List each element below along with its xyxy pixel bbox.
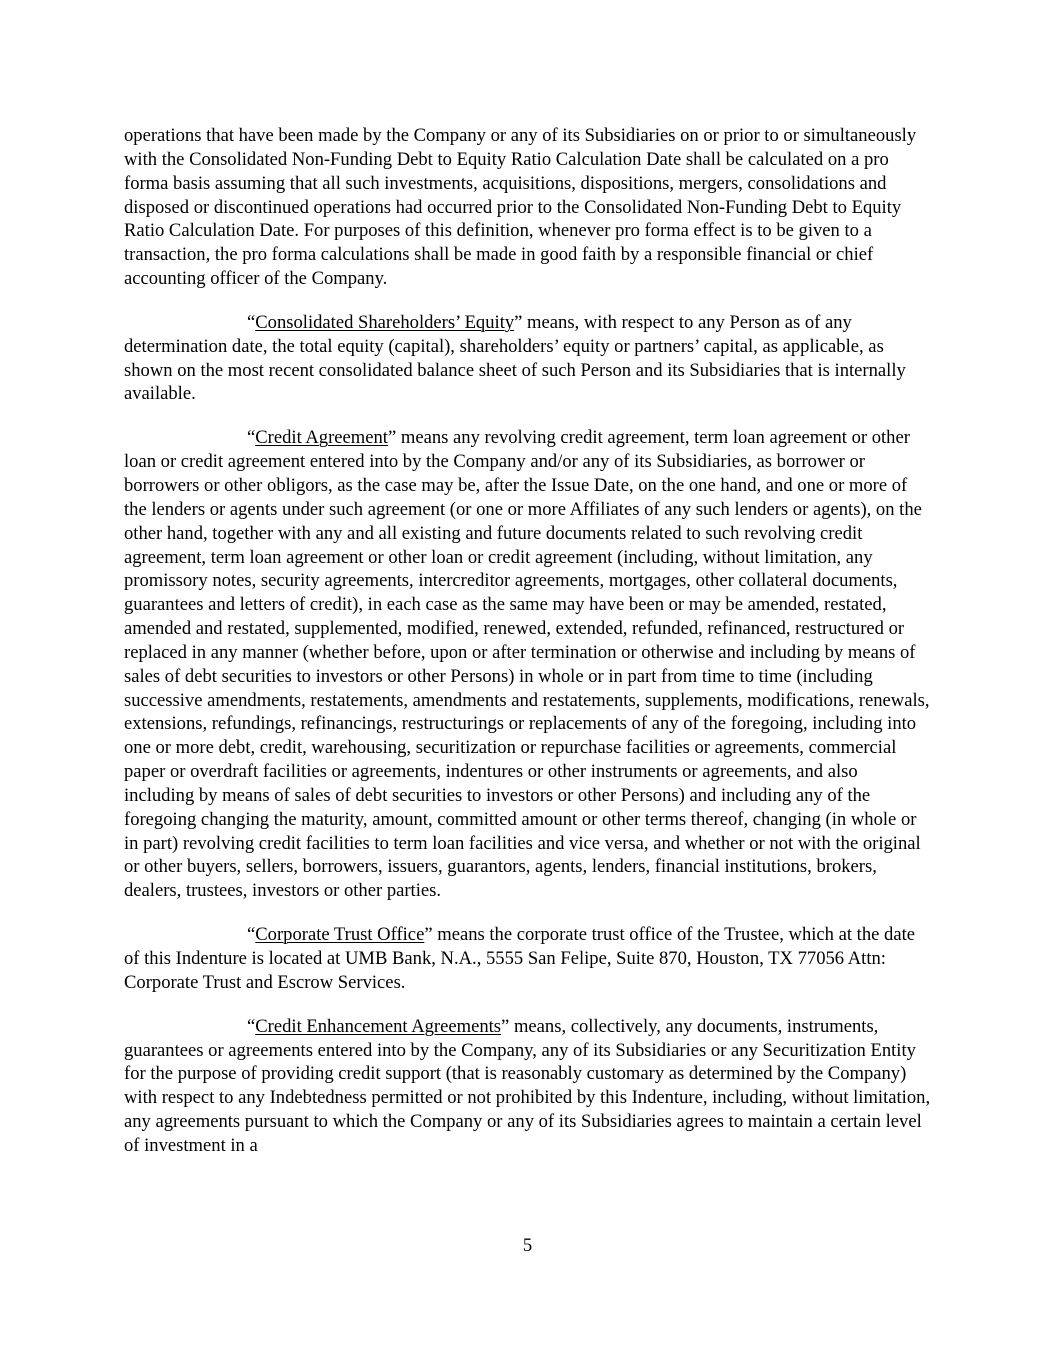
paragraph-text: operations that have been made by the Company or any of its Subsidiaries on or prior to or simultaneously with the Consolidated Non-Funding Debt to Equity Ratio Calculation Date shall be calculated on a pro forma basis assuming that all such investments, acquisitions, dispositions, mergers, consolidations and disposed or discontinued operations had occurred prior to the Consolidated Non-Funding Debt to Equity Ratio Calculation Date. For purposes of this definition, whenever pro forma effect is to be given to a transaction, the pro forma calculations shall be made in good faith by a responsible financial or chief accounting officer of the Company. [124, 125, 917, 290]
defined-term: Corporate Trust Office [255, 924, 425, 946]
definition-credit-enhancement-agreements [124, 1015, 932, 1158]
definition-consolidated-shareholders-equity [124, 311, 932, 406]
open-quote: “ [247, 427, 256, 449]
defined-term: Credit Agreement [255, 427, 388, 449]
page-number: 5 [522, 1235, 533, 1256]
definition-text: ” means any revolving credit agreement, term loan agreement or other loan or credit agreement entered into by the Company and/or any of its Subsidiaries, as borrower or borrowers or other obligors, as the case may be, after the Issue Date, on the one hand, and one or more of the lenders or agents under such agreement (or one or more Affiliates of any such lenders or agents), on the other hand, together with any and all existing and future documents related to such revolving credit agreement, term loan agreement or other loan or credit agreement (including, without limitation, any promissory notes, security agreements, intercreditor agreements, mortgages, other collateral documents, guarantees and letters of credit), in each case as the same may have been or may be amended, restated, amended and restated, supplemented, modified, renewed, extended, refunded, refinanced, restructured or replaced in any manner (whether before, upon or after termination or otherwise and including by means of sales of debt securities to investors or other Persons) in whole or in part from time to time (including successive amendments, restatements, amendments and restatements, supplements, modifications, renewals, extensions, refundings, refinancings, restructurings or replacements of any of the foregoing, including into one or more debt, credit, warehousing, securitization or repurchase facilities or agreements, commercial paper or overdraft facilities or agreements, indentures or other instruments or agreements, and also including by means of sales of debt securities to investors or other Persons) and including any of the foregoing changing the maturity, amount, committed amount or other terms thereof, changing (in whole or in part) revolving credit facilities to term loan facilities and vice versa, and whether or not with the original or other buyers, sellers, borrowers, issuers, guarantors, agents, lenders, financial institutions, brokers, dealers, trustees, investors or other parties. [124, 427, 930, 902]
definition-text: ” means, with respect to any Person as of any determination date, the total equity (capital), shareholders’ equity or partners’ capital, as applicable, as shown on the most recent consolidated balance sheet of such Person and its Subsidiaries that is internally available. [124, 311, 906, 405]
definition-text: ” means, collectively, any documents, instruments, guarantees or agreements entered into by the Company, any of its Subsidiaries or any Securitization Entity for the purpose of providing credit support (that is reasonably customary as determined by the Company) with respect to any Indebtedness permitted or not prohibited by this Indenture, including, without limitation, any agreements pursuant to which the Company or any of its Subsidiaries agrees to maintain a certain level of investment in a [124, 1015, 931, 1156]
document-body [124, 124, 932, 1178]
paragraph-pro-forma-continuation [124, 124, 932, 291]
defined-term: Consolidated Shareholders’ Equity [255, 311, 515, 333]
definition-text: ” means the corporate trust office of the Trustee, which at the date of this Indenture is located at UMB Bank, N.A., 5555 San Felipe, Suite 870, Houston, TX 77056 Attn: Corporate Trust and Escrow Services. [124, 924, 916, 993]
defined-term: Credit Enhancement Agreements [255, 1015, 502, 1037]
definition-credit-agreement [124, 426, 932, 903]
open-quote: “ [247, 924, 256, 946]
open-quote: “ [247, 1015, 256, 1037]
definition-corporate-trust-office [124, 923, 932, 995]
open-quote: “ [247, 311, 256, 333]
